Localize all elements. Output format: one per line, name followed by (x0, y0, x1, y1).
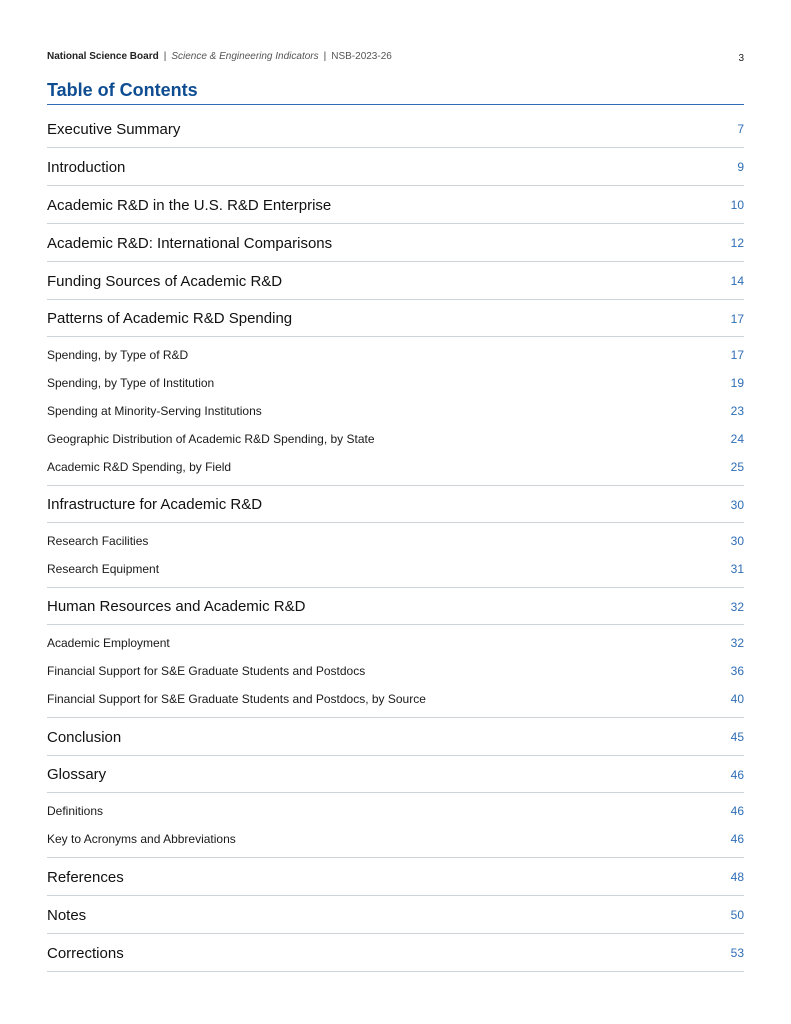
header-publication: Science & Engineering Indicators (171, 51, 319, 62)
page-title: Table of Contents (47, 80, 198, 100)
toc-subentry-title: Research Equipment (47, 562, 160, 576)
toc-subentry-title: Spending, by Type of R&D (47, 348, 189, 362)
toc-subentry-link[interactable] (47, 797, 744, 825)
toc-entry-title: Infrastructure for Academic R&D (47, 496, 263, 513)
toc-subentry-link[interactable] (47, 555, 744, 583)
toc-section (47, 262, 744, 300)
toc-section (47, 224, 744, 262)
table-of-contents (47, 110, 744, 972)
toc-entry-link[interactable] (47, 588, 744, 624)
toc-subsection-list (47, 522, 744, 587)
toc-subentry-title: Geographic Distribution of Academic R&D Spending, by State (47, 432, 375, 446)
toc-entry-link[interactable] (47, 110, 744, 147)
toc-entry-title: Academic R&D in the U.S. R&D Enterprise (47, 196, 332, 214)
toc-subentry-title: Academic R&D Spending, by Field (47, 460, 232, 474)
toc-section (47, 186, 744, 224)
toc-entry-link[interactable] (47, 858, 744, 895)
toc-entry-link[interactable] (47, 896, 744, 933)
toc-entry-page: 10 (730, 198, 744, 212)
toc-subentry-link[interactable] (47, 453, 744, 481)
toc-entry-page: 9 (737, 160, 744, 174)
toc-entry-page: 46 (730, 767, 744, 782)
toc-entry-title: Funding Sources of Academic R&D (47, 272, 283, 290)
page-number: 3 (738, 53, 744, 64)
header-report-code: NSB-2023-26 (331, 51, 392, 62)
toc-entry-link[interactable] (47, 224, 744, 261)
toc-subentry-page: 25 (730, 460, 744, 474)
toc-subentry-page: 17 (730, 348, 744, 362)
toc-entry-page: 12 (730, 236, 744, 250)
toc-subentry-link[interactable] (47, 825, 744, 853)
toc-subentry-link[interactable] (47, 369, 744, 397)
toc-entry-page: 7 (737, 122, 744, 136)
toc-entry-page: 48 (730, 870, 744, 884)
toc-subentry-title: Academic Employment (47, 636, 170, 650)
toc-section (47, 756, 744, 858)
toc-subentry-link[interactable] (47, 397, 744, 425)
toc-subentry-link[interactable] (47, 685, 744, 713)
toc-entry-link[interactable] (47, 756, 744, 792)
toc-entry-title: Glossary (47, 766, 107, 783)
toc-subentry-title: Spending at Minority-Serving Institutions (47, 404, 262, 418)
toc-subentry-page: 23 (730, 404, 744, 418)
toc-subentry-page: 46 (730, 804, 744, 818)
toc-subentry-link[interactable] (47, 425, 744, 453)
toc-entry-link[interactable] (47, 300, 744, 336)
toc-subentry-link[interactable] (47, 527, 744, 555)
toc-entry-title: Conclusion (47, 728, 122, 746)
toc-entry-link[interactable] (47, 148, 744, 185)
toc-section (47, 896, 744, 934)
toc-subentry-page: 46 (730, 832, 744, 846)
toc-entry-page: 53 (730, 946, 744, 960)
title-divider (47, 104, 744, 105)
toc-subentry-page: 30 (730, 534, 744, 548)
toc-entry-title: Executive Summary (47, 120, 181, 138)
toc-entry-link[interactable] (47, 262, 744, 299)
header-separator: | (323, 51, 327, 62)
toc-subentry-title: Financial Support for S&E Graduate Students and Postdocs, by Source (47, 692, 426, 706)
toc-section (47, 934, 744, 972)
toc-entry-title: Patterns of Academic R&D Spending (47, 310, 293, 327)
toc-subsection-list (47, 336, 744, 485)
toc-entry-title: References (47, 868, 124, 886)
toc-subentry-title: Spending, by Type of Institution (47, 376, 215, 390)
toc-subentry-page: 24 (730, 432, 744, 446)
toc-entry-link[interactable] (47, 486, 744, 522)
toc-section (47, 718, 744, 756)
toc-subentry-page: 19 (730, 376, 744, 390)
toc-entry-title: Notes (47, 906, 87, 924)
toc-subentry-link[interactable] (47, 629, 744, 657)
toc-entry-link[interactable] (47, 934, 744, 971)
toc-entry-title: Introduction (47, 158, 126, 176)
toc-entry-page: 45 (730, 730, 744, 744)
toc-section (47, 486, 744, 588)
toc-entry-page: 50 (730, 908, 744, 922)
toc-entry-link[interactable] (47, 186, 744, 223)
toc-entry-title: Corrections (47, 944, 124, 962)
toc-subentry-title: Research Facilities (47, 534, 149, 548)
toc-entry-page: 17 (730, 311, 744, 326)
running-header (47, 50, 744, 64)
toc-subsection-list (47, 624, 744, 717)
toc-entry-title: Academic R&D: International Comparisons (47, 234, 333, 252)
toc-entry-page: 14 (730, 274, 744, 288)
toc-subentry-page: 32 (730, 636, 744, 650)
toc-subentry-link[interactable] (47, 341, 744, 369)
header-separator: | (163, 51, 167, 62)
toc-subentry-link[interactable] (47, 657, 744, 685)
toc-entry-page: 30 (730, 497, 744, 512)
toc-subentry-title: Key to Acronyms and Abbreviations (47, 832, 236, 846)
toc-section (47, 110, 744, 148)
toc-subentry-title: Definitions (47, 804, 104, 818)
toc-section (47, 858, 744, 896)
toc-subentry-page: 40 (730, 692, 744, 706)
header-org: National Science Board (47, 51, 159, 62)
toc-subentry-page: 36 (730, 664, 744, 678)
toc-section (47, 588, 744, 718)
toc-subentry-title: Financial Support for S&E Graduate Students and Postdocs (47, 664, 366, 678)
toc-section (47, 148, 744, 186)
toc-entry-link[interactable] (47, 718, 744, 755)
toc-subsection-list (47, 792, 744, 857)
toc-entry-page: 32 (730, 599, 744, 614)
toc-subentry-page: 31 (730, 562, 744, 576)
toc-section (47, 300, 744, 486)
toc-entry-title: Human Resources and Academic R&D (47, 598, 306, 615)
